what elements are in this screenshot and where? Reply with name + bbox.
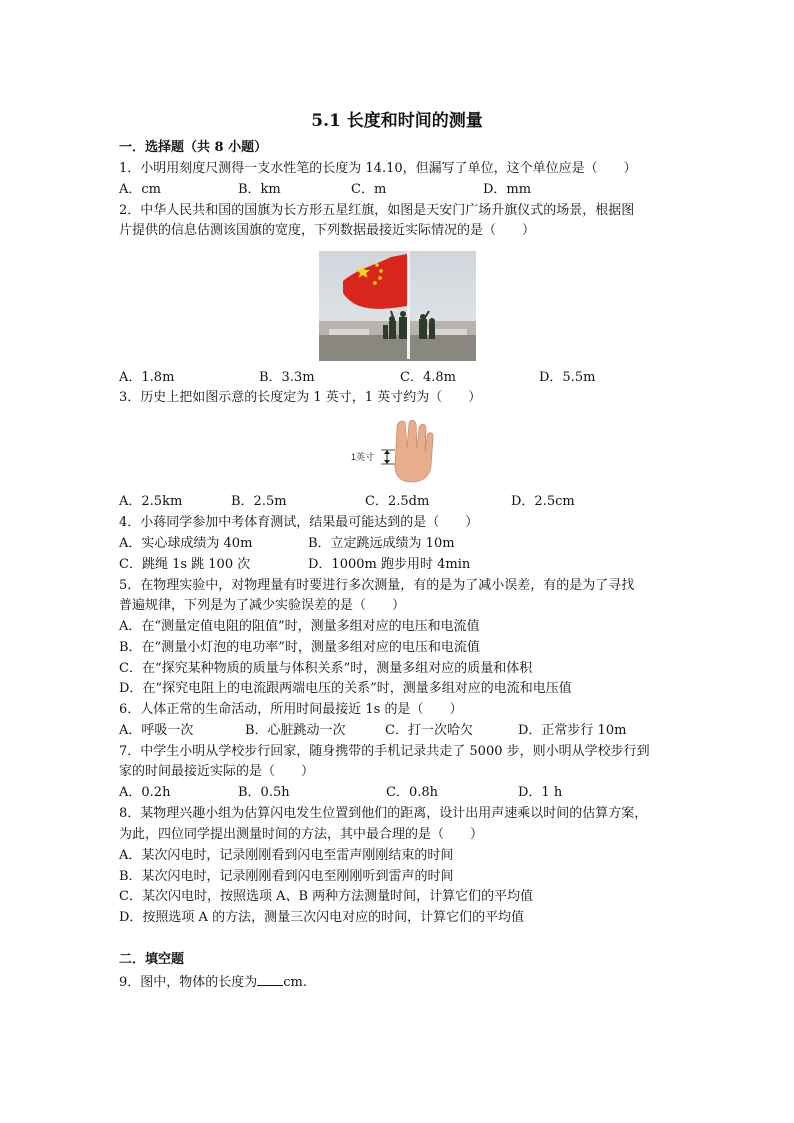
q5-option-c: C．在“探究某种物质的质量与体积关系”时，测量多组对应的质量和体积 (119, 661, 533, 676)
question-7-text-line1: 7．中学生小明从学校步行回家，随身携带的手机记录共走了 5000 步，则小明从学校步行到 (119, 744, 650, 759)
q3-option-c: C．2.5dm (365, 494, 430, 509)
q6-option-a: A．呼吸一次 (119, 723, 194, 738)
question-5-text-line2: 普遍规律，下列是为了减少实验误差的是（ ） (119, 598, 406, 613)
question-3-text: 3．历史上把如图示意的长度定为 1 英寸，1 英寸约为（ ） (119, 390, 482, 405)
q5-option-a: A．在“测量定值电阻的阻值”时，测量多组对应的电压和电流值 (119, 619, 480, 634)
q8-option-c: C．某次闪电时，按照选项 A、B 两种方法测量时间，计算它们的平均值 (119, 889, 534, 904)
q5-option-b: B．在“测量小灯泡的电功率”时，测量多组对应的电压和电流值 (119, 640, 480, 655)
inch-hand-figure (349, 418, 447, 484)
q1-option-c: C．m (351, 182, 387, 197)
section-heading-fill: 二．填空题 (119, 952, 185, 967)
answer-blank[interactable] (257, 973, 283, 986)
q6-option-b: B．心脏跳动一次 (245, 723, 346, 738)
q8-option-b: B．某次闪电时，记录刚刚看到闪电至刚刚听到雷声的时间 (119, 869, 454, 884)
question-6-text: 6．人体正常的生命活动，所用时间最接近 1s 的是（ ） (119, 702, 463, 717)
q4-option-d: D．1000m 跑步用时 4min (308, 557, 471, 572)
inch-figure-label: 1英寸 (351, 452, 375, 462)
q2-option-c: C．4.8m (400, 370, 456, 385)
q3-option-b: B．2.5m (231, 494, 287, 509)
q2-option-d: D．5.5m (539, 370, 596, 385)
section-heading-choice: 一．选择题（共 8 小题） (119, 140, 268, 155)
page-title: 5.1 长度和时间的测量 (311, 111, 483, 131)
question-8-text-line2: 为此，四位同学提出测量时间的方法，其中最合理的是（ ） (119, 827, 484, 842)
q1-option-a: A．cm (119, 182, 161, 197)
question-4-text: 4．小蒋同学参加中考体育测试，结果最可能达到的是（ ） (119, 515, 479, 530)
question-8-text-line1: 8．某物理兴趣小组为估算闪电发生位置到他们的距离，设计出用声速乘以时间的估算方案， (119, 806, 648, 821)
q7-option-b: B．0.5h (238, 785, 290, 800)
q2-option-b: B．3.3m (259, 370, 315, 385)
q8-option-a: A．某次闪电时，记录刚刚看到闪电至雷声刚刚结束的时间 (119, 848, 454, 863)
q2-option-a: A．1.8m (119, 370, 175, 385)
question-7-text-line2: 家的时间最接近实际的是（ ） (119, 764, 315, 779)
q7-option-c: C．0.8h (386, 785, 438, 800)
q4-option-c: C．跳绳 1s 跳 100 次 (119, 557, 251, 572)
q8-option-d: D．按照选项 A 的方法，测量三次闪电对应的时间，计算它们的平均值 (119, 910, 525, 925)
question-9-text (119, 973, 307, 991)
question-2-text-line1: 2．中华人民共和国的国旗为长方形五星红旗，如图是天安门广场升旗仪式的场景，根据图 (119, 203, 635, 218)
q6-option-c: C．打一次哈欠 (385, 723, 473, 738)
question-9-suffix: cm. (283, 975, 308, 990)
q7-option-a: A．0.2h (119, 785, 171, 800)
q4-option-b: B．立定跳远成绩为 10m (308, 536, 455, 551)
q6-option-d: D．正常步行 10m (518, 723, 627, 738)
q3-option-d: D．2.5cm (511, 494, 575, 509)
q5-option-d: D．在“探究电阻上的电流跟两端电压的关系”时，测量多组对应的电流和电压值 (119, 681, 572, 696)
q1-option-b: B．km (238, 182, 281, 197)
question-5-text-line1: 5．在物理实验中，对物理量有时要进行多次测量，有的是为了减小误差，有的是为了寻找 (119, 578, 635, 593)
question-2-text-line2: 片提供的信息估测该国旗的宽度，下列数据最接近实际情况的是（ ） (119, 223, 536, 238)
q7-option-d: D．1 h (518, 785, 563, 800)
q3-option-a: A．2.5km (119, 494, 183, 509)
q1-option-d: D．mm (483, 182, 532, 197)
question-9-prefix: 9．图中，物体的长度为 (119, 975, 258, 990)
flag-raising-photo (319, 251, 476, 361)
q4-option-a: A．实心球成绩为 40m (119, 536, 253, 551)
question-1-text: 1．小明用刻度尺测得一支水性笔的长度为 14.10，但漏写了单位，这个单位应是（ ） (119, 161, 637, 176)
